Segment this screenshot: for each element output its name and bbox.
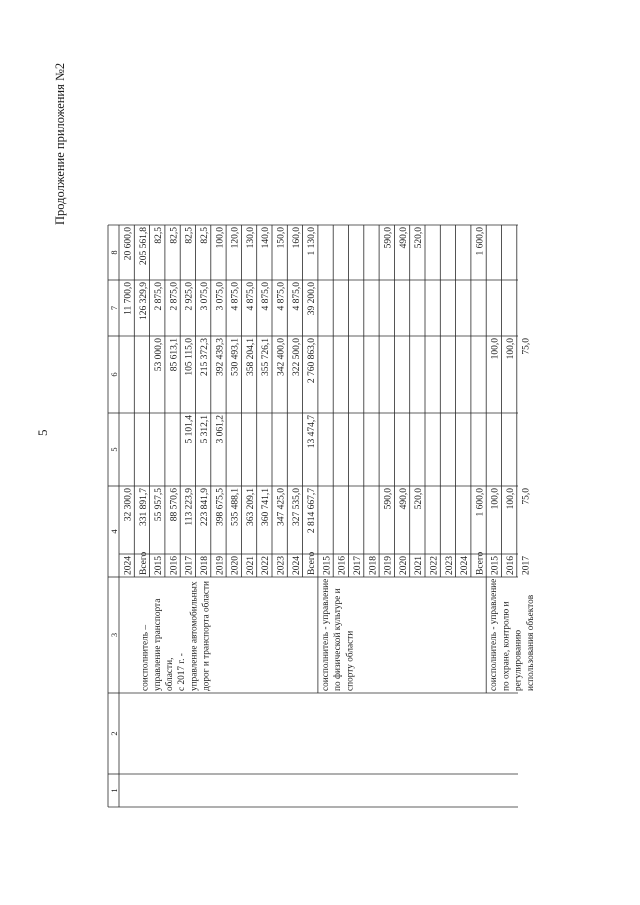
executor-text: с 2017 г. -: [177, 653, 188, 691]
value-cell-c5: 3 061,2: [215, 415, 226, 444]
year-cell: 2018: [200, 556, 210, 575]
value-cell-c4: 223 841,9: [200, 488, 210, 526]
year-cell: 2016: [506, 556, 516, 575]
value-cell-c8: 20 600,0: [123, 227, 134, 261]
value-cell-c4: 363 209,1: [245, 488, 256, 526]
value-cell-c8: 590,0: [383, 227, 394, 249]
year-cell: 2017: [353, 556, 363, 575]
year-cell: 2017: [521, 556, 532, 575]
value-cell-c7: 3 075,0: [215, 282, 226, 311]
value-cell-c5: 13 474,7: [307, 415, 318, 449]
executor-text: спорту области: [345, 630, 356, 691]
value-cell-c6: 530 493,1: [230, 338, 241, 376]
value-cell-c4: 1 600,0: [475, 488, 486, 517]
value-cell-c8: 150,0: [276, 227, 287, 249]
year-cell: 2021: [414, 556, 425, 575]
value-cell-c4: 520,0: [414, 488, 425, 510]
executor-text: соисполнитель –: [140, 624, 151, 691]
year-cell: 2024: [291, 556, 302, 575]
value-cell-c4: 331 891,7: [138, 488, 149, 526]
year-cell: 2016: [337, 556, 348, 575]
value-cell-c5: 5 101,4: [184, 415, 195, 444]
executor-text: управление транспорта: [152, 598, 163, 691]
value-cell-c5: 5 312,1: [200, 415, 210, 444]
value-cell-c8: 490,0: [398, 227, 409, 249]
value-cell-c6: 85 613,1: [169, 338, 180, 372]
value-cell-c7: 2 925,0: [184, 282, 195, 311]
value-cell-c8: 82,5: [169, 227, 180, 244]
executor-text: области,: [165, 657, 175, 691]
appendix-note: Продолжение приложения №2: [53, 62, 67, 225]
value-cell-c7: 126 329,9: [138, 282, 149, 320]
header-number: 2: [109, 731, 119, 736]
value-cell-c4: 55 957,5: [154, 488, 165, 522]
value-cell-c4: 2 814 667,7: [307, 488, 318, 534]
value-cell-c7: 2 875,0: [169, 282, 180, 311]
value-cell-c6: 358 204,1: [245, 338, 256, 376]
value-cell-c8: 82,5: [200, 227, 210, 244]
year-cell: 2024: [460, 556, 471, 575]
year-cell: 2021: [245, 556, 256, 575]
value-cell-c4: 590,0: [383, 488, 394, 510]
value-cell-c7: 4 875,0: [291, 282, 302, 311]
value-cell-c4: 360 741,1: [261, 488, 272, 526]
year-cell: 2020: [398, 556, 409, 575]
value-cell-c6: 215 372,3: [200, 338, 210, 376]
executor-text: по охране, контролю и: [501, 601, 512, 691]
year-cell: 2015: [322, 556, 333, 575]
year-cell: Всего: [307, 551, 318, 575]
value-cell-c8: 1 600,0: [475, 227, 486, 256]
value-cell-c8: 1 130,0: [307, 227, 318, 256]
value-cell-c6: 322 500,0: [291, 338, 302, 376]
year-cell: 2016: [169, 556, 180, 575]
value-cell-c4: 100,0: [490, 488, 501, 510]
year-cell: 2022: [261, 556, 272, 575]
header-number: 4: [109, 529, 119, 534]
value-cell-c7: 4 875,0: [230, 282, 241, 311]
executor-text: по физической культуре и: [333, 588, 344, 691]
header-number: 3: [109, 632, 119, 638]
value-cell-c8: 140,0: [261, 227, 272, 249]
value-cell-c7: 39 200,0: [307, 282, 318, 316]
value-cell-c6: 100,0: [506, 338, 516, 360]
value-cell-c4: 535 488,1: [230, 488, 241, 526]
header-number: 1: [109, 788, 119, 793]
rotated-table: [96, 67, 536, 827]
year-cell: 2019: [215, 556, 226, 575]
value-cell-c6: 105 115,0: [184, 338, 195, 376]
year-cell: 2022: [429, 556, 440, 575]
year-cell: 2024: [123, 556, 134, 575]
value-cell-c6: 342 400,0: [276, 338, 287, 376]
value-cell-c8: 160,0: [291, 227, 302, 249]
value-cell-c4: 32 300,0: [123, 488, 134, 522]
value-cell-c8: 82,5: [184, 227, 195, 244]
value-cell-c8: 520,0: [414, 227, 425, 249]
value-cell-c4: 327 535,0: [291, 488, 302, 526]
value-cell-c6: 355 726,1: [261, 338, 272, 376]
value-cell-c7: 4 875,0: [261, 282, 272, 311]
header-number: 8: [109, 250, 119, 255]
executor-text: соисполнитель - управление: [489, 578, 500, 691]
value-cell-c6: 2 760 863,0: [307, 338, 318, 384]
value-cell-c6: 75,0: [521, 338, 532, 355]
executor-text: регулированию: [513, 629, 524, 691]
year-cell: 2018: [368, 556, 379, 575]
value-cell-c7: 2 875,0: [154, 282, 165, 311]
value-cell-c6: 392 439,3: [215, 338, 226, 376]
value-cell-c8: 130,0: [245, 227, 256, 249]
value-cell-c4: 347 425,0: [276, 488, 287, 526]
value-cell-c4: 490,0: [398, 488, 409, 510]
value-cell-c7: 4 875,0: [276, 282, 287, 311]
value-cell-c8: 100,0: [215, 227, 226, 249]
value-cell-c4: 113 223,9: [184, 488, 195, 526]
header-number: 7: [109, 305, 119, 311]
value-cell-c8: 205 561,8: [138, 227, 149, 265]
value-cell-c4: 100,0: [506, 488, 516, 510]
year-cell: 2015: [490, 556, 501, 575]
header-number: 6: [109, 372, 119, 377]
value-cell-c7: 11 700,0: [123, 282, 134, 315]
year-cell: 2019: [383, 556, 394, 575]
page-number: 5: [35, 429, 50, 436]
value-cell-c4: 88 570,6: [169, 488, 180, 522]
value-cell-c4: 398 675,5: [215, 488, 226, 526]
year-cell: 2015: [154, 556, 165, 575]
executor-text: соисполнитель - управление: [320, 578, 331, 691]
executor-text: управление автомобильных: [189, 581, 200, 691]
year-cell: Всего: [138, 551, 149, 575]
value-cell-c8: 120,0: [230, 227, 241, 249]
value-cell-c6: 100,0: [490, 338, 501, 360]
value-cell-c7: 4 875,0: [245, 282, 256, 311]
executor-text: дорог и транспорта области: [201, 580, 212, 691]
header-number: 5: [109, 447, 119, 452]
year-cell: 2020: [230, 556, 241, 575]
value-cell-c4: 75,0: [521, 488, 532, 505]
value-cell-c7: 3 075,0: [200, 282, 210, 311]
value-cell-c8: 82,5: [154, 227, 165, 244]
executor-text: использования объектов: [525, 594, 536, 691]
year-cell: 2023: [444, 556, 455, 575]
year-cell: 2017: [184, 556, 195, 575]
year-cell: Всего: [475, 551, 486, 575]
budget-table: [96, 67, 536, 827]
year-cell: 2023: [276, 556, 287, 575]
value-cell-c6: 53 000,0: [154, 338, 165, 372]
